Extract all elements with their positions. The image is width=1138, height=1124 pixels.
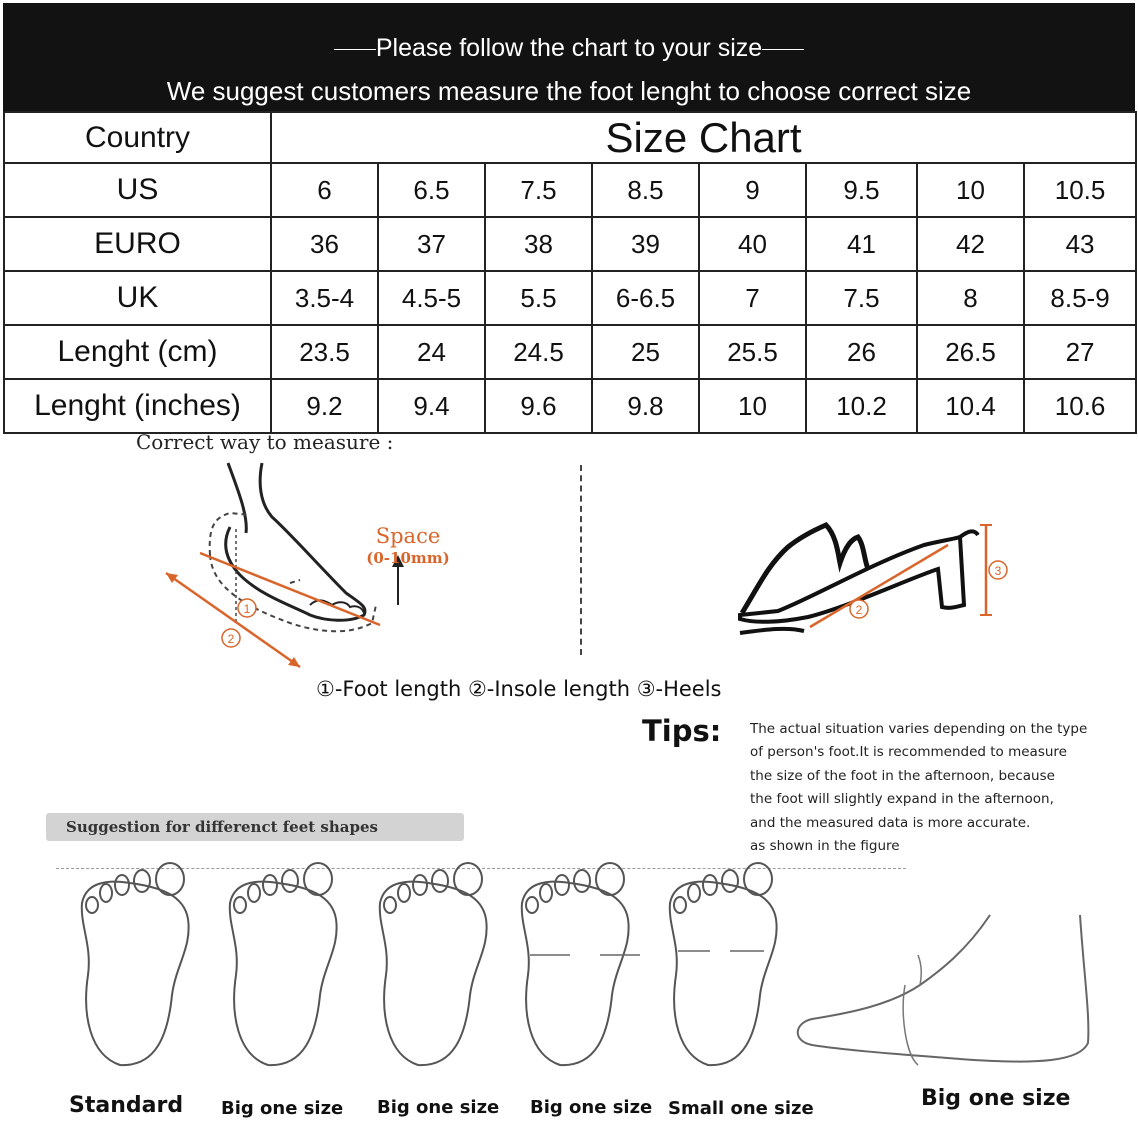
size-cell: 4.5-5 <box>378 271 485 325</box>
size-row <box>4 163 1136 217</box>
size-cell: 41 <box>806 217 917 271</box>
size-cell: 7.5 <box>485 163 592 217</box>
size-chart-title: Size Chart <box>271 112 1136 163</box>
tips-line: the foot will slightly expand in the afternoon, <box>750 791 1054 808</box>
foot-label-standard: Standard <box>69 1093 184 1118</box>
size-row-label: Lenght (inches) <box>4 379 271 433</box>
foot-label-big-one-size-3: Big one size <box>530 1097 653 1118</box>
size-cell: 37 <box>378 217 485 271</box>
size-cell: 9.8 <box>592 379 699 433</box>
shoe-base <box>740 629 804 633</box>
size-cell: 10.4 <box>917 379 1024 433</box>
size-cell: 9.5 <box>806 163 917 217</box>
size-cell: 6-6.5 <box>592 271 699 325</box>
svg-text:2: 2 <box>227 632 235 646</box>
feet-shapes-banner: Suggestion for differenct feet shapes <box>46 813 464 841</box>
foot-label-big-one-size-1: Big one size <box>221 1098 344 1119</box>
size-row <box>4 271 1136 325</box>
size-cell: 38 <box>485 217 592 271</box>
feet-shapes-illustration <box>60 855 1130 1070</box>
heel-back <box>960 531 978 537</box>
tips-line: the size of the foot in the afternoon, because <box>750 767 1055 784</box>
size-cell: 9.2 <box>271 379 378 433</box>
size-row-label: Lenght (cm) <box>4 325 271 379</box>
foot-label-big-one-size-2: Big one size <box>377 1097 500 1118</box>
size-cell: 27 <box>1024 325 1136 379</box>
size-cell: 40 <box>699 217 806 271</box>
foot-measure-illustration <box>150 455 480 680</box>
size-cell: 8.5-9 <box>1024 271 1136 325</box>
header-line-1: Please follow the chart to your size <box>3 34 1135 63</box>
size-cell: 10.2 <box>806 379 917 433</box>
size-cell: 25 <box>592 325 699 379</box>
size-cell: 7 <box>699 271 806 325</box>
measure-tape <box>903 955 921 1065</box>
size-cell: 42 <box>917 217 1024 271</box>
measure-title: Correct way to measure : <box>136 430 394 454</box>
size-cell: 24 <box>378 325 485 379</box>
size-chart-header <box>3 3 1135 111</box>
foot-label-small-one-size: Small one size <box>668 1098 814 1119</box>
size-cell: 24.5 <box>485 325 592 379</box>
size-cell: 8.5 <box>592 163 699 217</box>
size-rows <box>4 163 1136 433</box>
tips-line: and the measured data is more accurate. <box>750 814 1031 831</box>
foot-label-big-one-size-4: Big one size <box>921 1086 1071 1111</box>
country-header: Country <box>4 112 271 163</box>
header-rule-right <box>762 49 804 50</box>
size-cell: 6 <box>271 163 378 217</box>
size-cell: 23.5 <box>271 325 378 379</box>
size-cell: 26.5 <box>917 325 1024 379</box>
size-cell: 8 <box>917 271 1024 325</box>
foot-sole-outline <box>230 863 337 1065</box>
leg-outline <box>226 463 365 620</box>
size-cell: 9 <box>699 163 806 217</box>
size-row <box>4 379 1136 433</box>
size-cell: 25.5 <box>699 325 806 379</box>
size-cell: 9.6 <box>485 379 592 433</box>
size-cell: 7.5 <box>806 271 917 325</box>
size-cell: 6.5 <box>378 163 485 217</box>
size-row <box>4 217 1136 271</box>
size-row-label: UK <box>4 271 271 325</box>
size-cell: 43 <box>1024 217 1136 271</box>
foot-sole-outline <box>380 863 487 1065</box>
space-range: (0-10mm) <box>366 549 450 567</box>
size-cell: 26 <box>806 325 917 379</box>
foot-sole-outline <box>670 863 777 1065</box>
size-cell: 3.5-4 <box>271 271 378 325</box>
tips-text <box>750 718 1130 858</box>
header-line-2: We suggest customers measure the foot lenght to choose correct size <box>166 76 972 106</box>
foot-sole-outline <box>522 863 629 1065</box>
size-row-label: US <box>4 163 271 217</box>
size-row-label: EURO <box>4 217 271 271</box>
tips-label: Tips: <box>642 714 722 748</box>
tips-line: The actual situation varies depending on the type <box>750 721 1088 737</box>
svg-text:3: 3 <box>994 564 1002 578</box>
svg-text:2: 2 <box>855 603 863 617</box>
side-foot-outline <box>798 915 1089 1062</box>
size-cell: 10 <box>917 163 1024 217</box>
size-cell: 39 <box>592 217 699 271</box>
foot-sole-outline <box>82 863 189 1065</box>
size-row <box>4 325 1136 379</box>
measure-legend: ①-Foot length ②-Insole length ③-Heels <box>316 677 722 701</box>
tips-line: as shown in the figure <box>750 838 900 855</box>
size-cell: 36 <box>271 217 378 271</box>
size-cell: 9.4 <box>378 379 485 433</box>
section-divider <box>580 465 582 655</box>
size-chart-table <box>3 111 1137 434</box>
size-cell: 10.6 <box>1024 379 1136 433</box>
heel-shoe-illustration <box>728 515 1028 645</box>
space-label: Space <box>375 524 441 548</box>
size-cell: 5.5 <box>485 271 592 325</box>
size-cell: 10.5 <box>1024 163 1136 217</box>
header-rule-left <box>334 49 376 50</box>
tips-line: of person's foot.It is recommended to measure <box>750 744 1067 761</box>
svg-text:1: 1 <box>243 602 251 616</box>
size-cell: 10 <box>699 379 806 433</box>
width-arrows <box>530 951 764 955</box>
